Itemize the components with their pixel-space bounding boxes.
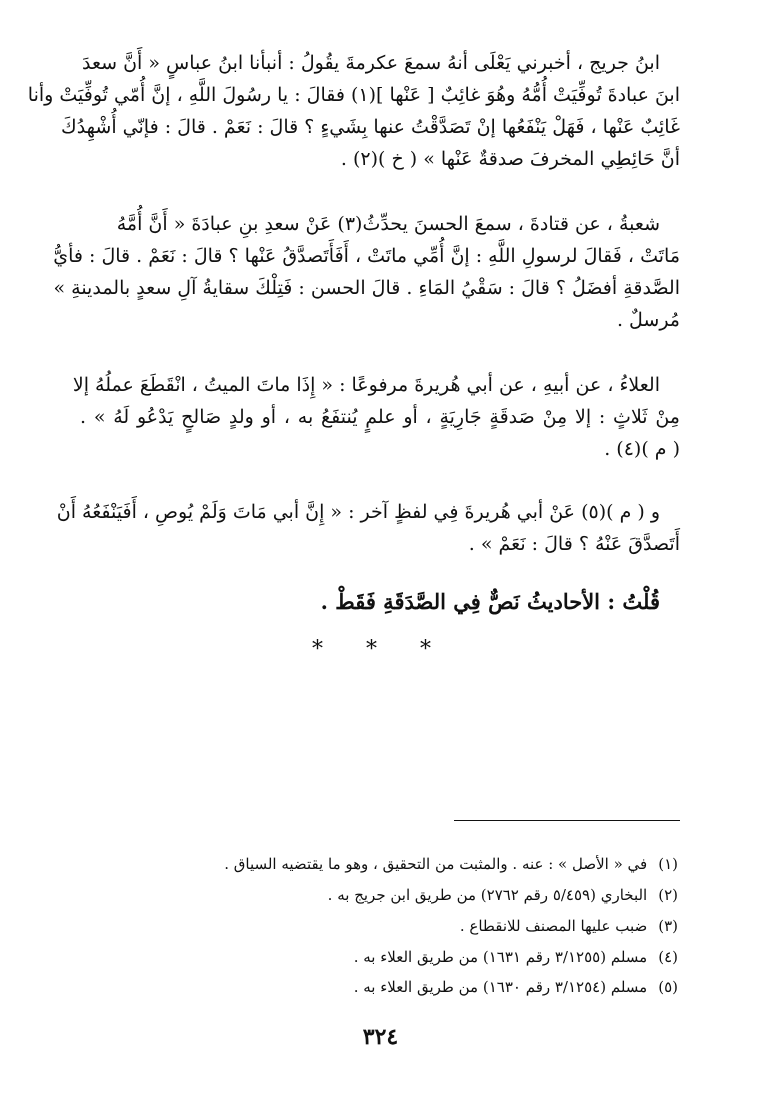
paragraph-3-line-2: مِنْ ثَلاثٍ : إلا مِنْ صَدقَةٍ جَارِيَةٍ ، أو علمٍ يُنتفَعُ به ، أو ولدٍ صَالحٍ يَدْعُو لَهُ » .	[80, 406, 680, 428]
page-number: ٣٢٤	[362, 1024, 399, 1050]
footnote-text: مسلم (٣/١٢٥٤ رقم ١٦٣٠) من طريق العلاء به .	[353, 978, 648, 996]
paragraph-1-line-4: أنَّ حَائِطِي المخرفَ صدقةٌ عَنْها » ( خ )(٢) .	[340, 148, 680, 170]
paragraph-1-line-3: غَائِبٌ عَنْها ، فَهَلْ يَنْفَعُها إنْ تَصَدَّقْتُ عنها بِشَيءٍ ؟ قالَ : نَعَمْ . قالَ : فإنّي أُشْهِدُكَ	[61, 116, 680, 138]
paragraph-4-line-1: و ( م )(٥) عَنْ أبي هُريرةَ فِي لفظٍ آخر : « إِنَّ أبي مَاتَ وَلَمْ يُوصِ ، أَفَيَنْفَعُهُ أَنْ	[56, 501, 660, 523]
paragraph-3-line-3: ( م )(٤) .	[604, 438, 680, 460]
footnote-number: (١)	[658, 855, 678, 873]
footnote-text: مسلم (٣/١٢٥٥ رقم ١٦٣١) من طريق العلاء به .	[353, 948, 648, 966]
section-separator: * * *	[312, 637, 449, 662]
paragraph-1-line-2: ابنَ عبادةَ تُوفِّيَتْ أُمُّهُ وهُوَ غائِبٌ [ عَنْها ](١) فقالَ : يا رسُولَ اللَّهِ ، إنَّ أُمّي تُوفِّيَتْ وأنا	[27, 84, 680, 106]
footnote-2	[78, 883, 678, 907]
footnote-text: في « الأصل » : عنه . والمثبت من التحقيق ، وهو ما يقتضيه السياق .	[224, 855, 648, 873]
footnote-5	[78, 975, 678, 999]
footnote-number: (٣)	[658, 917, 678, 935]
paragraph-2-line-3: الصَّدقةِ أفضَلُ ؟ قالَ : سَقْيُ المَاءِ . قالَ الحسن : فَتِلْكَ سقايةُ آلِ سعدٍ بالمدينةِ »	[53, 277, 680, 299]
footnote-number: (٥)	[658, 978, 678, 996]
conclusion-statement: قُلْتُ : الأحاديثُ نَصٌّ فِي الصَّدَقَةِ فَقَطْ .	[320, 589, 660, 614]
paragraph-3-line-1: العلاءُ ، عن أبيهِ ، عن أبي هُريرةَ مرفوعًا : « إِذَا ماتَ الميتُ ، انْقَطَعَ عملُهُ إلا	[72, 374, 660, 396]
paragraph-2-line-2: مَاتَتْ ، فَقالَ لرسولِ اللَّهِ : إنَّ أُمِّي ماتَتْ ، أَفَأَتَصدَّقُ عَنْها ؟ قالَ : نَعَمْ . قالَ : فأيُّ	[53, 245, 680, 267]
footnote-divider	[454, 820, 680, 821]
paragraph-2-line-1: شعبةُ ، عن قتادةَ ، سمعَ الحسنَ يحدِّثُ(٣) عَنْ سعدِ بنِ عبادَةَ « أَنَّ أُمَّهُ	[116, 213, 660, 235]
footnote-1	[78, 852, 678, 876]
paragraph-4-line-2: أَتَصدَّقَ عَنْهُ ؟ قالَ : نَعَمْ » .	[468, 533, 680, 555]
footnote-4	[78, 945, 678, 969]
footnote-number: (٢)	[658, 886, 678, 904]
footnote-text: البخاري (٥/٤٥٩ رقم ٢٧٦٢) من طريق ابن جريج به .	[327, 886, 648, 904]
footnote-text: ضبب عليها المصنف للانقطاع .	[459, 917, 648, 935]
paragraph-2-line-4: مُرسلٌ .	[616, 309, 680, 331]
footnote-number: (٤)	[658, 948, 678, 966]
footnote-3	[78, 914, 678, 938]
paragraph-1-line-1: ابنُ جريج ، أخبرني يَعْلَى أنهُ سمعَ عكرمةَ يقُولُ : أنبأنا ابنُ عباسٍ « أَنَّ سعدَ	[81, 52, 660, 74]
